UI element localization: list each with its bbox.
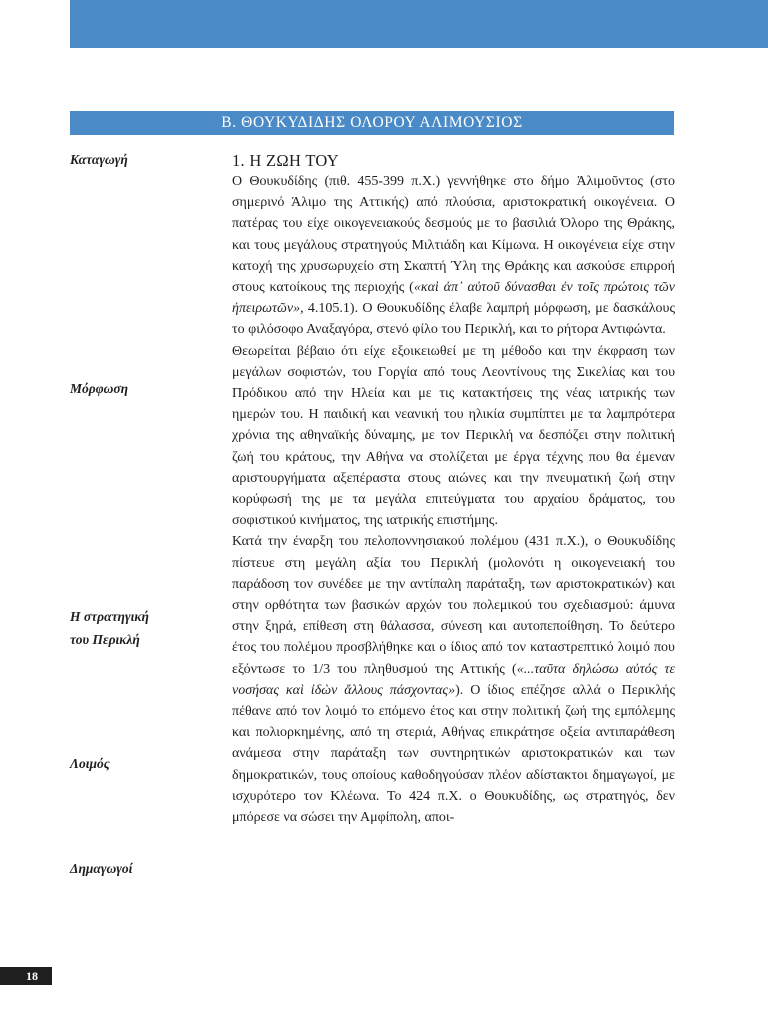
section-title: Β. ΘΟΥΚΥΔΙΔΗΣ ΟΛΟΡΟΥ ΑΛΙΜΟΥΣΙΟΣ [70, 111, 674, 135]
header-color-band [70, 0, 768, 48]
sidenote-demagogues: Δημαγωγοί [70, 861, 133, 876]
body-text [232, 171, 675, 828]
paragraph-education: Θεωρείται βέβαιο ότι είχε εξοικειωθεί με τη μέθοδο και την έκφραση των μεγάλων σοφιστών, του Γοργία από τους Λεοντίνους της Σικελίας και του Πρόδικου από την Ηλεία και με τις κατακτήσεις της νέας ιατρικής των ημερών του. Η παιδική και νεανική του ηλικία συμπίπτει με τα λαμπρότερα χρόνια της αθηναϊκής δύναμης, με τον Περικλή να δεσπόζει στην πολιτική ζωή του κράτους, την Αθήνα να στολίζεται με έργα τέχνης που θα έμεναν αριστουργήματα αξεπέραστα στους αιώνες και την πνευματική ζωή στην κορύφωσή της με τα μεγάλα επιτεύγματα του αρχαίου δράματος, του σοφιστικού κινήματος, της ιατρικής επιστήμης. [232, 343, 675, 529]
chapter-heading: 1. Η ΖΩΗ ΤΟΥ [232, 151, 340, 170]
sidenote-education: Μόρφωση [70, 381, 129, 396]
paragraph-origin-text-a: Ο Θουκυδίδης (πιθ. 455-399 π.Χ.) γεννήθηκε στο δήμο Ἁλιμοῦντος (στο σημερινό Άλιμο της Αττικής) από πλούσια, αριστοκρατική οικογένεια. Ο πατέρας του είχε οικογενειακούς δεσμούς με το βασιλιά Όλορο της Θράκης, και τους μεγάλους στρατηγούς Μιλτιάδη και Κίμωνα. Η οικογένεια είχε στην κατοχή της χρυσωρυχείο στη Σκαπτή Ύλη της Θράκης και ασκούσε επιρροή στους κατοίκους της περιοχής ( [232, 174, 675, 296]
sidenote-origin: Καταγωγή [70, 152, 128, 167]
paragraph-origin [232, 171, 675, 341]
paragraph-war-text-b: ). Ο ίδιος επέζησε αλλά ο Περικλής πέθανε από τον λοιμό το επόμενο έτος και στην πολιτική ζωή της εμπόλεμης και πολιορκημένης, από τη στεριά, Αθήνας επικράτησε οξεία αντιπαράθεση ανάμεσα στην παράταξη των συντηρητικών αριστοκρατικών και των δημοκρατικών, τους οποίους καθοδηγούσαν πλέον αδίστακτοι δημαγωγοί, με ισχυρότερο τον Κλέωνα. Το 424 π.Χ. ο Θουκυδίδης, ως στρατηγός, δεν μπόρεσε να σώσει την Αμφίπολη, αποι- [232, 682, 676, 826]
sidenote-plague: Λοιμός [70, 756, 110, 771]
sidenote-strategy-line1: Η στρατηγική [70, 609, 149, 624]
quote-thucydides-4-105: «καὶ ἀπ᾽ αὐτοῦ δύνασθαι ἐν τοῖς πρώτοις τῶν ἠπειρωτῶν» [232, 280, 675, 317]
paragraph-war [232, 531, 675, 828]
quote-plague: «...ταῦτα δηλώσω αὐτός τε νοσήσας καὶ ἰδὼν ἄλλους πάσχοντας» [232, 661, 675, 698]
paragraph-origin-text-b: , 4.105.1). Ο Θουκυδίδης έλαβε λαμπρή μόρφωση, με δασκάλους το φιλόσοφο Αναξαγόρα, στενό φίλο του Περικλή, και το ρήτορα Αντιφώντα. [232, 301, 675, 338]
sidenote-strategy-line2: του Περικλή [70, 632, 140, 647]
paragraph-war-text-a: Κατά την έναρξη του πελοποννησιακού πολέμου (431 π.Χ.), ο Θουκυδίδης πίστευε στη μεγάλη αξία του Περικλή (μολονότι η οικογενειακή του παράδοση τον συνέδεε με την αντίπαλη παράταξη, των αριστοκρατικών) και στην ορθότητα των βασικών αρχών του πολεμικού του σχεδιασμού: άμυνα στην ξηρά, επίθεση στη θάλασσα, σύνεση και αυτοπεποίθηση. Το δεύτερο έτος του πολέμου προσβλήθηκε και ο ίδιος από τον καταστρεπτικό λοιμό που εξόντωσε το 1/3 του πληθυσμού της Αττικής ( [232, 534, 675, 677]
page-number: 18 [0, 967, 52, 985]
